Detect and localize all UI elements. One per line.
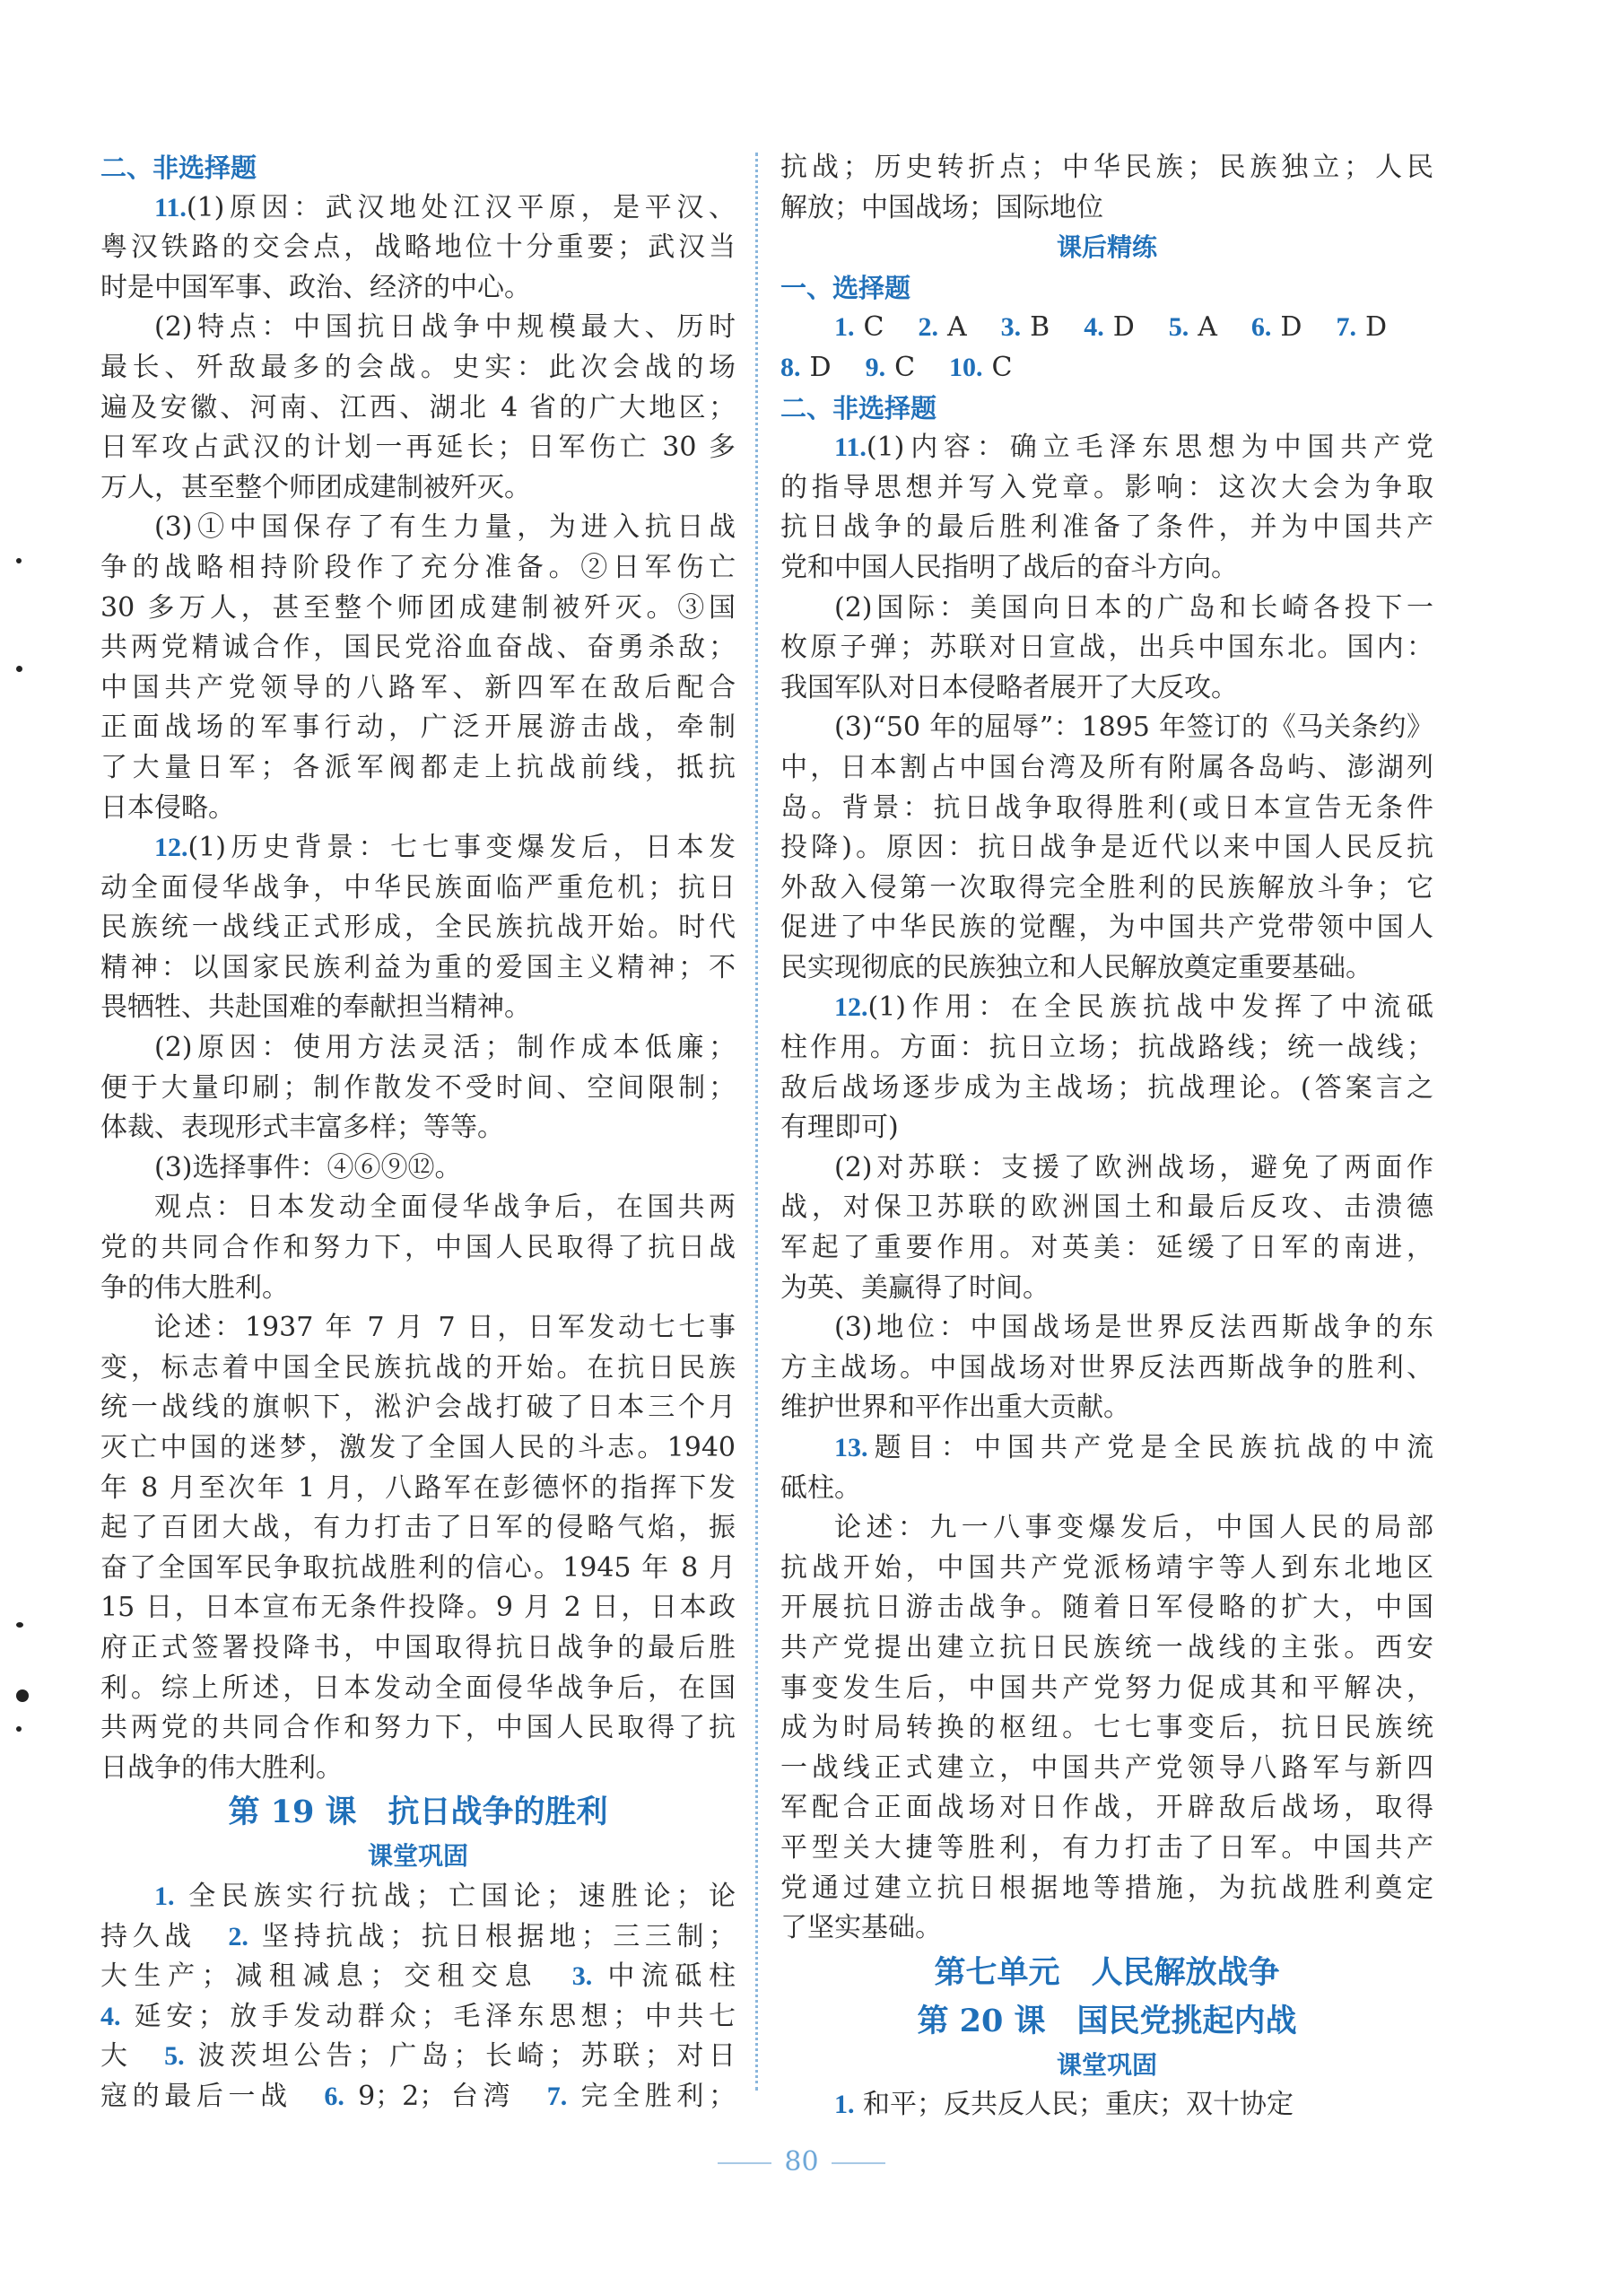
line-text: 军配合正面战场对日作战，开辟敌后战场，取得 <box>780 1792 1433 1824</box>
text-line <box>780 468 1433 509</box>
line-text: 岛。背景：抗日战争取得胜利(或日本宣告无条件 <box>780 791 1433 824</box>
text-line <box>100 988 736 1028</box>
line-text: (1)原因：武汉地处江汉平原，是平汉、 <box>186 191 736 223</box>
line-text: 中国共产党领导的八路军、新四军在敌后配合 <box>100 671 736 703</box>
column-divider <box>755 153 758 2091</box>
lesson-19-answers <box>100 1877 736 2117</box>
text-line <box>100 668 736 709</box>
unit-7-title: 第七单元 人民解放战争 <box>934 1953 1280 1991</box>
line-text: 日本侵略。 <box>100 791 235 824</box>
text-line <box>780 188 1433 229</box>
line-text: (2)对苏联：支援了欧洲战场，避免了两面作 <box>834 1151 1433 1183</box>
text-line <box>100 1708 736 1749</box>
text-line <box>100 2037 736 2077</box>
question-number: 2. <box>918 312 938 343</box>
line-text: 府正式签署投降书，中国取得抗日战争的最后胜 <box>100 1631 736 1663</box>
multiple-choice-answers <box>780 308 1433 388</box>
text-line <box>780 1308 1433 1349</box>
line-text: 有理即可) <box>780 1112 899 1144</box>
text-line <box>780 1788 1433 1829</box>
line-text: 了大量日军；各派军阀都走上抗战前线，抵抗 <box>100 751 736 783</box>
line-text: 敌后战场逐步成为主战场；抗战理论。(答案言之 <box>780 1071 1433 1104</box>
line-text: 粤汉铁路的交会点，战略地位十分重要；武汉当 <box>100 231 736 264</box>
line-text: (3)地位：中国战场是世界反法西斯战争的东 <box>834 1312 1433 1344</box>
text-line <box>780 1428 1433 1469</box>
text-line <box>100 1108 736 1148</box>
choice-answer: C <box>991 351 1013 383</box>
question-number: 10. <box>949 352 983 382</box>
line-text: 解放；中国战场；国际地位 <box>780 191 1103 223</box>
text-line <box>780 1549 1433 1589</box>
text-line <box>100 548 736 589</box>
choice-answer: D <box>1280 311 1302 344</box>
line-text: 畏牺牲、共赴国难的奉献担当精神。 <box>100 991 531 1024</box>
text-line <box>100 589 736 629</box>
question-number: 6. <box>1250 312 1272 343</box>
line-text: (3)①中国保存了有生力量，为进入抗日战 <box>154 511 736 544</box>
line-text: 年 8 月至次年 1 月，八路军在彭德怀的指挥下发 <box>100 1471 736 1504</box>
text-line <box>100 1388 736 1428</box>
text-line <box>100 2077 736 2117</box>
line-text: (1)内容：确立毛泽东思想为中国共产党 <box>866 432 1433 464</box>
page-number: 80 <box>784 2146 819 2178</box>
text-line <box>780 1228 1433 1269</box>
text-line <box>780 1388 1433 1428</box>
line-text: 事变发生后，中国共产党努力促成其和平解决， <box>780 1672 1433 1704</box>
text-line <box>100 1349 736 1389</box>
text-line <box>100 1148 736 1189</box>
answer-text: 坚持抗战；抗日根据地；三三制； <box>248 1920 736 1952</box>
question-number: 13. <box>834 1433 868 1462</box>
right-continued-text <box>780 148 1433 228</box>
text-line <box>780 1188 1433 1228</box>
text-line <box>100 428 736 468</box>
line-text: 抗日战争的最后胜利准备了条件，并为中国共产 <box>780 511 1433 544</box>
line-text: 统一战线的旗帜下，淞沪会战打破了日本三个月 <box>100 1392 736 1424</box>
text-line <box>100 869 736 909</box>
text-line <box>780 1749 1433 1789</box>
answer-text: 和平；反共反人民；重庆；双十协定 <box>854 2089 1294 2121</box>
choice-answer: D <box>1364 311 1388 344</box>
text-line <box>100 268 736 309</box>
line-text: 抗战开始，中国共产党派杨靖宇等人到东北地区 <box>780 1551 1433 1584</box>
text-line <box>100 1877 736 1917</box>
line-text: 日军攻占武汉的计划一再延长；日军伤亡 30 多 <box>100 432 736 464</box>
right-answer-text <box>780 428 1433 1949</box>
text-line <box>780 1508 1433 1549</box>
line-text: 论述：九一八事变爆发后，中国人民的局部 <box>834 1512 1433 1544</box>
text-line <box>780 1869 1433 1909</box>
text-line <box>100 1188 736 1228</box>
answer-text: 中流砥柱 <box>592 1960 736 1993</box>
text-line <box>100 1308 736 1349</box>
ketang-gonggu-heading: 课堂巩固 <box>367 1841 468 1872</box>
line-text: 时是中国军事、政治、经济的中心。 <box>100 271 531 303</box>
question-number: 7. <box>546 2081 568 2111</box>
choice-answer: C <box>863 311 884 344</box>
line-text: (2)原因：使用方法灵活；制作成本低廉； <box>154 1032 736 1064</box>
text-line <box>100 1749 736 1789</box>
text-line <box>780 1588 1433 1628</box>
lesson-19-title: 第 19 课 抗日战争的胜利 <box>228 1794 608 1831</box>
line-text: 15 日，日本宣布无条件投降。9 月 2 日，日本政 <box>100 1592 736 1624</box>
text-line <box>780 908 1433 948</box>
choice-answer: A <box>1198 311 1217 344</box>
text-line <box>780 148 1433 188</box>
left-answer-text <box>100 188 736 1789</box>
line-text: 争的战略相持阶段作了充分准备。②日军伤亡 <box>100 551 736 583</box>
line-text: 我国军队对日本侵略者展开了大反攻。 <box>780 671 1238 703</box>
answer-text: 持久战 <box>100 1920 229 1952</box>
text-line <box>780 1829 1433 1869</box>
text-line <box>780 548 1433 589</box>
text-line <box>100 1228 736 1269</box>
answer-text: 寇的最后一战 <box>100 2080 325 2112</box>
text-line <box>100 908 736 948</box>
question-number: 1. <box>154 1881 175 1911</box>
text-line <box>780 668 1433 709</box>
question-number: 5. <box>1168 312 1189 343</box>
scan-dot <box>16 1689 29 1702</box>
line-text: 成为时局转换的枢纽。七七事变后，抗日民族统 <box>780 1712 1433 1744</box>
text-line <box>100 188 736 229</box>
footer-rule <box>832 2162 885 2164</box>
question-number: 1. <box>834 2090 855 2120</box>
text-line <box>780 1148 1433 1189</box>
line-text: 共两党精诚合作，国民党浴血奋战、奋勇杀敌； <box>100 632 736 664</box>
text-line <box>780 508 1433 548</box>
line-text: 党通过建立抗日根据地等措施，为抗战胜利奠定 <box>780 1872 1433 1904</box>
text-line <box>100 1549 736 1589</box>
line-text: 民族统一战线正式形成，全民族抗战开始。时代 <box>100 912 736 944</box>
text-line <box>780 1108 1433 1148</box>
text-line <box>780 748 1433 789</box>
page-footer <box>0 2146 1603 2178</box>
line-text: 利。综上所述，日本发动全面侵华战争后，在国 <box>100 1672 736 1704</box>
text-line <box>100 828 736 869</box>
text-line <box>780 708 1433 748</box>
line-text: 为英、美赢得了时间。 <box>780 1271 1050 1304</box>
mc-answer-row <box>780 308 1433 348</box>
line-text: 外敌入侵第一次取得完全胜利的民族解放斗争；它 <box>780 871 1433 904</box>
answer-text: 全民族实行抗战；亡国论；速胜论；论 <box>174 1880 736 1912</box>
text-line <box>100 628 736 668</box>
text-line <box>780 1069 1433 1109</box>
line-text: 柱作用。方面：抗日立场；抗战路线；统一战线； <box>780 1032 1433 1064</box>
text-line <box>100 1957 736 1997</box>
line-text: (1)作用：在全民族抗战中发挥了中流砥 <box>867 991 1433 1024</box>
text-line <box>100 1028 736 1069</box>
line-text: 灭亡中国的迷梦，激发了全国人民的斗志。1940 <box>100 1432 736 1463</box>
text-line <box>100 508 736 548</box>
section-heading-nonchoice: 二、非选择题 <box>100 153 257 183</box>
line-text: 的指导思想并写入党章。影响：这次大会为争取 <box>780 471 1433 503</box>
text-line <box>780 428 1433 468</box>
choice-answer: A <box>946 311 967 344</box>
choice-answer: B <box>1030 311 1050 344</box>
question-number: 7. <box>1336 312 1356 343</box>
line-text: 砥柱。 <box>780 1471 861 1504</box>
text-line <box>780 1628 1433 1669</box>
line-text: 精神：以国家民族利益为重的爱国主义精神；不 <box>100 951 736 983</box>
line-text: 枚原子弹；苏联对日宣战，出兵中国东北。国内： <box>780 632 1433 664</box>
mc-answer-row <box>780 348 1433 388</box>
line-text: 一战线正式建立，中国共产党领导八路军与新四 <box>780 1751 1433 1784</box>
line-text: 开展抗日游击战争。随着日军侵略的扩大，中国 <box>780 1592 1433 1624</box>
answer-text: 大 <box>100 2040 165 2073</box>
line-text: 军起了重要作用。对英美：延缓了日军的南进， <box>780 1232 1433 1264</box>
text-line <box>100 748 736 789</box>
ketang-gonggu-heading: 课堂巩固 <box>1056 2049 1157 2080</box>
text-line <box>780 988 1433 1028</box>
scan-dot <box>16 666 22 672</box>
text-line <box>100 708 736 748</box>
text-line <box>100 1628 736 1669</box>
question-number: 5. <box>164 2041 185 2072</box>
line-text: 万人，甚至整个师团成建制被歼灭。 <box>100 471 531 503</box>
question-number: 9. <box>865 352 886 382</box>
section-heading-nonchoice: 二、非选择题 <box>780 392 937 423</box>
line-text: 了坚实基础。 <box>780 1912 942 1944</box>
line-text: 正面战场的军事行动，广泛开展游击战，牵制 <box>100 711 736 744</box>
text-line <box>780 589 1433 629</box>
line-text: 论述：1937 年 7 月 7 日，日军发动七七事 <box>154 1312 736 1344</box>
question-number: 8. <box>780 352 801 382</box>
text-line <box>100 308 736 348</box>
text-line <box>780 1469 1433 1509</box>
text-line <box>100 1469 736 1509</box>
kehou-jinglian-heading: 课后精练 <box>1056 232 1157 263</box>
question-number: 1. <box>834 312 855 343</box>
text-line <box>100 348 736 388</box>
line-text: 日战争的伟大胜利。 <box>100 1751 343 1784</box>
line-text: (3)选择事件：④⑥⑨⑫。 <box>154 1151 462 1183</box>
scan-dot <box>16 1622 23 1628</box>
line-text: 争的伟大胜利。 <box>100 1271 289 1304</box>
text-line <box>100 388 736 429</box>
answer-text: 大生产；减租减息；交租交息 <box>100 1960 572 1993</box>
line-text: 奋了全国军民争取抗战胜利的信心。1945 年 8 月 <box>100 1551 736 1584</box>
left-column <box>100 148 736 2117</box>
answer-text: 完全胜利； <box>567 2080 736 2112</box>
lesson-20-answer-line <box>780 2085 1433 2126</box>
text-line <box>100 228 736 268</box>
text-line <box>100 1997 736 2038</box>
answer-text: 波茨坦公告；广岛；长崎；苏联；对日 <box>184 2040 736 2073</box>
answer-text: 延安；放手发动群众；毛泽东思想；中共七 <box>120 2000 736 2032</box>
line-text: 抗战；历史转折点；中华民族；民族独立；人民 <box>780 152 1433 183</box>
footer-rule <box>718 2162 771 2164</box>
line-text: 起了百团大战，有力打击了日军的侵略气焰，振 <box>100 1512 736 1544</box>
line-text: 投降)。原因：抗日战争是近代以来中国人民反抗 <box>780 832 1433 864</box>
text-line <box>100 1269 736 1309</box>
text-line <box>100 1588 736 1628</box>
line-text: 平型关大捷等胜利，有力打击了日军。中国共产 <box>780 1831 1433 1864</box>
line-text: (2)国际：美国向日本的广岛和长崎各投下一 <box>834 591 1433 624</box>
question-number: 6. <box>324 2081 344 2111</box>
text-line <box>780 789 1433 829</box>
text-line <box>780 869 1433 909</box>
text-line <box>100 1917 736 1958</box>
right-column <box>780 148 1433 2126</box>
section-heading-choice: 一、选择题 <box>780 272 911 303</box>
text-line <box>100 789 736 829</box>
lesson-20-title: 第 20 课 国民党挑起内战 <box>917 2002 1297 2039</box>
text-line <box>780 1349 1433 1389</box>
question-number: 4. <box>100 2001 121 2031</box>
line-text: 共两党的共同合作和努力下，中国人民取得了抗 <box>100 1712 736 1744</box>
line-text: 方主战场。中国战场对世界反法西斯战争的胜利、 <box>780 1351 1433 1384</box>
text-line <box>780 1269 1433 1309</box>
text-line <box>780 1028 1433 1069</box>
text-line <box>100 1508 736 1549</box>
text-line <box>780 628 1433 668</box>
line-text: 党的共同合作和努力下，中国人民取得了抗日战 <box>100 1232 736 1264</box>
line-text: 遍及安徽、河南、江西、湖北 4 省的广大地区； <box>100 391 736 423</box>
question-number: 4. <box>1084 312 1104 343</box>
line-text: 体裁、表现形式丰富多样；等等。 <box>100 1112 504 1144</box>
text-line <box>780 948 1433 989</box>
text-line <box>100 948 736 989</box>
line-text: 中，日本割占中国台湾及所有附属各岛屿、澎湖列 <box>780 751 1433 783</box>
choice-answer: C <box>894 351 916 383</box>
text-line <box>100 1428 736 1469</box>
text-line <box>780 828 1433 869</box>
line-text: 题目：中国共产党是全民族抗战的中流 <box>867 1432 1433 1463</box>
text-line <box>780 1669 1433 1709</box>
line-text: 共产党提出建立抗日民族统一战线的主张。西安 <box>780 1631 1433 1663</box>
text-line <box>780 1708 1433 1749</box>
choice-answer: D <box>809 351 832 383</box>
line-text: 最长、歼敌最多的会战。史实：此次会战的场 <box>100 351 736 383</box>
scan-dot <box>16 1726 22 1732</box>
scan-dot <box>16 558 22 563</box>
line-text: 战，对保卫苏联的欧洲国土和最后反攻、击溃德 <box>780 1192 1433 1224</box>
line-text: (1)历史背景：七七事变爆发后，日本发 <box>187 832 736 864</box>
line-text: 党和中国人民指明了战后的奋斗方向。 <box>780 551 1238 583</box>
question-number: 3. <box>571 1961 593 1992</box>
text-line <box>100 1069 736 1109</box>
question-number: 11. <box>834 432 867 463</box>
question-number: 2. <box>228 1921 248 1951</box>
choice-answer: D <box>1112 311 1135 344</box>
line-text: 变，标志着中国全民族抗战的开始。在抗日民族 <box>100 1351 736 1384</box>
text-line <box>100 468 736 509</box>
line-text: 观点：日本发动全面侵华战争后，在国共两 <box>154 1192 736 1224</box>
line-text: 便于大量印刷；制作散发不受时间、空间限制； <box>100 1071 736 1104</box>
question-number: 12. <box>154 833 188 863</box>
line-text: 民实现彻底的民族独立和人民解放奠定重要基础。 <box>780 951 1372 983</box>
answer-text: 9；2；台湾 <box>344 2080 547 2112</box>
line-text: 动全面侵华战争，中华民族面临严重危机；抗日 <box>100 871 736 904</box>
line-text: 30 多万人，甚至整个师团成建制被歼灭。③国 <box>100 591 736 624</box>
line-text: 维护世界和平作出重大贡献。 <box>780 1392 1130 1424</box>
line-text: (3)“50 年的屈辱”：1895 年签订的《马关条约》 <box>834 711 1433 744</box>
text-line <box>100 1669 736 1709</box>
text-line <box>780 1908 1433 1949</box>
line-text: 促进了中华民族的觉醒，为中国共产党带领中国人 <box>780 912 1433 944</box>
line-text: (2)特点：中国抗日战争中规模最大、历时 <box>154 311 736 344</box>
question-number: 3. <box>1000 312 1022 343</box>
question-number: 12. <box>834 992 868 1023</box>
question-number: 11. <box>154 192 187 223</box>
